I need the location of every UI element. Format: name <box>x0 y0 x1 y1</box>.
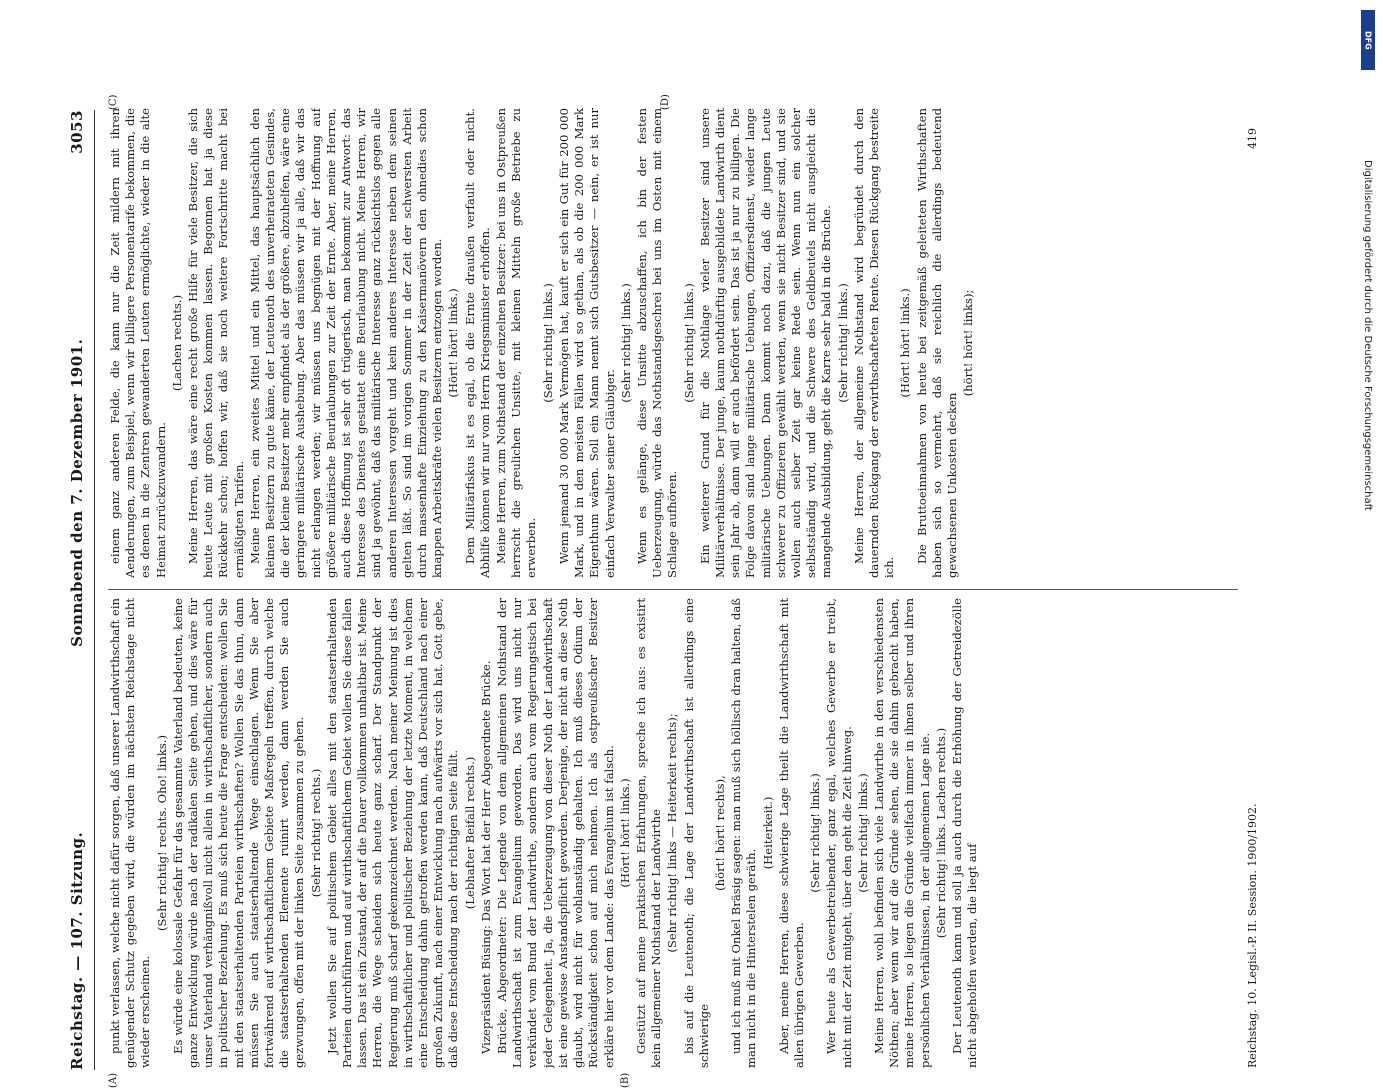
paragraph: punkt verlassen, welche nicht dafür sorgen, daß unserer Landwirthschaft ein genügender Schutz gegeben wird, die würden im nächsten Reichstage nicht wieder erscheinen. <box>108 598 153 1068</box>
text-column-left <box>108 598 1238 1068</box>
header-left: Reichstag. — 107. Sitzung. <box>68 831 86 1070</box>
dfg-logo: DFG <box>1361 10 1375 70</box>
margin-marker-b: (B) <box>620 1072 631 1088</box>
text-column-right <box>108 108 1238 578</box>
paragraph: Meine Herren, das wäre eine recht große Hilfe für viele Besitzer, die sich heute Leute mit großen Kosten kommen lassen. Begonnen hat ja diese Rückkehr schon; hoffen wir, daß sie noch weitere Fortschritte macht bei ermäßigten Tarifen. <box>186 108 246 578</box>
paragraph: (Sehr richtig! links.) <box>618 283 633 403</box>
margin-marker-a: (A) <box>108 1072 119 1088</box>
paragraph: (Lebhafter Beifall rechts.) <box>462 756 477 910</box>
paragraph: (Hört! hört! links.) <box>617 778 632 888</box>
header-date: Sonnabend den 7. Dezember 1901. <box>68 338 86 647</box>
paragraph: Es würde eine kolossale Gefahr für das gesammte Vaterland bedeuten, keine ganze Entwicklung würde nach der radikalen Seite gehen, und dies wäre für unser Vaterland verhängnißvoll nicht allein in wirthschaftlicher, sondern auch in politischer Beziehung. Es muß sich heute die Frage entscheiden: wollen Sie mit den staatserhaltenden Parteien wirthschaften? Wollen Sie das thun, dann müssen Sie auch staatserhaltende Wege einschlagen. Wenn Sie aber fortwährend auf wirthschaftlichem Gebiete Maßregeln treffen, durch welche die staatserhaltenden Elemente ruinirt werden, dann werden Sie auch gezwungen, offen mit der linken Seite zusammen zu gehen. <box>170 598 307 1068</box>
paragraph: und ich muß mit Onkel Bräsig sagen: man muß sich höllisch dran halten, daß man nicht in die Hinterstelen geräth. <box>729 598 759 1068</box>
paragraph: Wenn jemand 30 000 Mark Vermögen hat, kauft er sich ein Gut für 200 000 Mark, und in den meisten Fällen wird so gethan, als ob die 200 000 Mark Eigenthum wären. Soll ein Mann nennt sich Gutsbesitzer — nein, er ist nur einfach Verwalter seiner Gläubiger. <box>556 108 617 578</box>
paragraph: (hört! hört! rechts), <box>712 775 727 891</box>
paragraph: Meine Herren, der allgemeine Nothstand wird begründet durch den dauernden Rückgang der erwirthschafteten Rente. Diesen Rückgang bestreite ich. <box>851 108 897 578</box>
margin-marker-c: (C) <box>108 94 119 110</box>
page-footer <box>1246 128 1259 1068</box>
paragraph: Aber, meine Herren, diese schwierige Lage theilt die Landwirthschaft mit allen übrigen Gewerben. <box>776 598 806 1068</box>
paragraph: (Heiterkeit.) <box>760 796 775 870</box>
footer-session: Reichstag. 10. Legisl.-P. II. Session. 1900/1902. <box>1246 803 1259 1068</box>
footer-sheet-number: 419 <box>1246 128 1259 149</box>
paragraph: Meine Herren, wohl befinden sich viele Landwirthe in den verschiedensten Nöthen; aber wenn wir auf die Gründe sehen, die sie dahin gebracht haben, meine Herren, so liegen die Gründe vielfach immer in ihnen selber und ihren persönlichen Verhältnissen, in der allgemeinen Lage nie. <box>871 598 932 1068</box>
credit-text: Digitalisierung gefördert durch die Deutsche Forschungsgemeinschaft <box>1362 160 1373 511</box>
scanned-page <box>60 90 1300 1090</box>
paragraph: Vizepräsident Büsing: Das Wort hat der Herr Abgeordnete Brücke. <box>478 660 493 1054</box>
paragraph: Die Bruttoeinnahmen von heute bei zeitgemäß geleiteten Wirthschaften haben sich so vermehrt, daß sie reichlich die allerdings bedeutend gewachsenen Unkosten decken <box>914 108 959 578</box>
paragraph: (Sehr richtig! links. Lachen rechts.) <box>933 727 948 939</box>
paragraph: Jetzt wollen Sie auf politischem Gebiet alles mit den staatserhaltenden Parteien durchführen und auf wirthschaftlichem Gebiet wollen Sie diese fallen lassen. Das ist ein Zustand, der auf die Dauer vollkommen unhaltbar ist. Meine Herren, die Wege scheiden sich heute ganz scharf. Der Standpunkt der Regierung muß scharf gekennzeichnet werden. Nach meiner Meinung ist dies in wirthschaftlicher und politischer Beziehung der letzte Moment, in welchem eine Entscheidung dahin getroffen werden kann, daß Deutschland nach einer großen Zukunft, nach einer Entwicklung nach aufwärts vor sich hat. Gott gebe, daß diese Entscheidung nach der richtigen Seite fällt. <box>324 598 461 1068</box>
paragraph: (Sehr richtig! links.) <box>855 773 870 893</box>
paragraph: (Sehr richtig! links.) <box>835 283 850 403</box>
paragraph: (Sehr richtig! rechts.) <box>308 768 323 898</box>
paragraph: Meine Herren, zum Nothstand der einzelnen Besitzer: bei uns in Ostpreußen herrscht die greulichen Unsitte, mit kleinen Mitteln große Betriebe zu erwerben. <box>494 108 539 578</box>
paragraph: (Hört! hört! links.) <box>898 288 913 398</box>
column-divider <box>108 589 1238 590</box>
paragraph: (Sehr richtig! links.) <box>808 773 823 893</box>
paragraph: (Sehr richtig! rechts. Oho! links.) <box>154 734 169 932</box>
paragraph: Dem Militärfiskus ist es egal, ob die Ernte draußen verfault oder nicht. Abhilfe können wir nur vom Herrn Kriegsminister erhoffen. <box>462 108 492 578</box>
paragraph: (Sehr richtig! links — Heiterkeit rechts); <box>665 713 680 953</box>
page-number: 3053 <box>68 110 86 154</box>
paragraph: Meine Herren, ein zweites Mittel und ein Mittel, das hauptsächlich den kleinen Besitzern zu gute käme, der Leutenoth des unverheirateten Gesindes, die der kleine Besitzer mehr empfindet als der größere, abzuhelfen, wäre eine geringere militärische Aushebung. Aber das müssen wir ja alle, daß wir das nicht erlangen werden; wir müssen uns begnügen mit der Hoffnung auf größere militärische Beurlaubungen zur Zeit der Ernte. Aber, meine Herren, auch diese Hoffnung ist sehr oft trügerisch, man bekommt zur Antwort: das Interesse des Dienstes gestattet eine Beurlaubung nicht. Meine Herren, wir sind ja gewöhnt, daß das militärische Interesse ganz rücksichtslos gegen alle anderen Interessen vorgeht und kein anderes Interesse neben dem seinen gelten läßt. So sind im vorigen Sommer in der Zeit der schwersten Arbeit durch massenhafte Einziehung zu den Kaisermanövern den ohnedies schon knappen Arbeitskräfte vielen Besitzern entzogen worden. <box>247 108 445 578</box>
digitization-credit <box>1357 10 1377 990</box>
paragraph: bis auf die Leutenoth; die Lage der Landwirthschaft ist allerdings eine schwierige <box>681 598 711 1068</box>
paragraph: Ein weiterer Grund für die Nothlage vieler Besitzer sind unsere Militärverhältnisse. Der junge, kaum nothdürftig ausgebildete Landwirth dient sein Jahr ab, dann will er auch befördert sein. Das ist ja nur zu billigen. Die Folge davon sind lange militärische Uebungen, Offiziersdienst, wieder lange militärische Uebungen. Dann kommt noch dazu, daß die jungen Leute schwerer zu Offizieren gewählt werden, wenn sie nicht Besitzer sind, und sie wollen auch selber Zeit gar keine Rede sein. Wenn nun ein solcher selbstständig wird, und die Schwere des Geldbeutels nicht ausgleicht die mangelnde Ausbildung, geht die Karre sehr bald in die Brüche. <box>697 108 834 578</box>
paragraph: Gestützt auf meine praktischen Erfahrungen, spreche ich aus: es existirt kein allgemeiner Nothstand der Landwirthe <box>633 598 664 1068</box>
paragraph: einem ganz anderen Felde, die kann nur die Zeit mildern mit ihren Aenderungen, zum Beispiel, wenn wir billigere Personentarife bekommen, die es denen in die Zentren gewanderten Leuten ermöglichte, wieder in die alte Heimat zurückzuwandern. <box>108 108 168 578</box>
paragraph: Wenn es gelänge, diese Unsitte abzuschaffen, ich bin der festen Ueberzeugung, würde das Nothstandsgeschrei bei uns im Osten mit einem Schlage aufhören. <box>634 108 680 578</box>
paragraph: (Lachen rechts.) <box>169 294 184 392</box>
paragraph: (Sehr richtig! links.) <box>540 283 555 403</box>
paragraph: (Sehr richtig! links.) <box>681 283 696 403</box>
paragraph: Der Leutenoth kann und soll ja auch durch die Erhöhung der Getreidezölle nicht abgeholfen werden, die liegt auf <box>949 598 980 1068</box>
paragraph: Brücke, Abgeordneter: Die Legende von dem allgemeinen Nothstand der Landwirthschaft ist zum Evangelium geworden. Das wird uns nicht nur verkündet vom Bund der Landwirthe, sondern auch vom Regierungstisch bei jeder Gelegenheit. Ja, die Ueberzeugung von dieser Noth der Landwirthschaft ist eine gewisse Anstandspflicht geworden. Derjenige, der nicht an diese Noth glaubt, wird nicht für wohlanständig gehalten. Ich muß dieses Odium der Rückständigkeit schon auf mich nehmen. Ich als ostpreußischer Besitzer erkläre hier vor dem Lande: das Evangelium ist falsch. <box>495 598 616 1068</box>
paragraph: Wer heute als Gewerbetreibender, ganz egal, welches Gewerbe er treibt, nicht mit der Zeit mitgeht, über den geht die Zeit hinweg. <box>824 598 854 1068</box>
paragraph: (hört! hört! links); <box>961 289 976 397</box>
margin-marker-d: (D) <box>660 94 671 110</box>
page-header <box>60 110 95 1070</box>
paragraph: (Hört! hört! links.) <box>446 288 461 398</box>
